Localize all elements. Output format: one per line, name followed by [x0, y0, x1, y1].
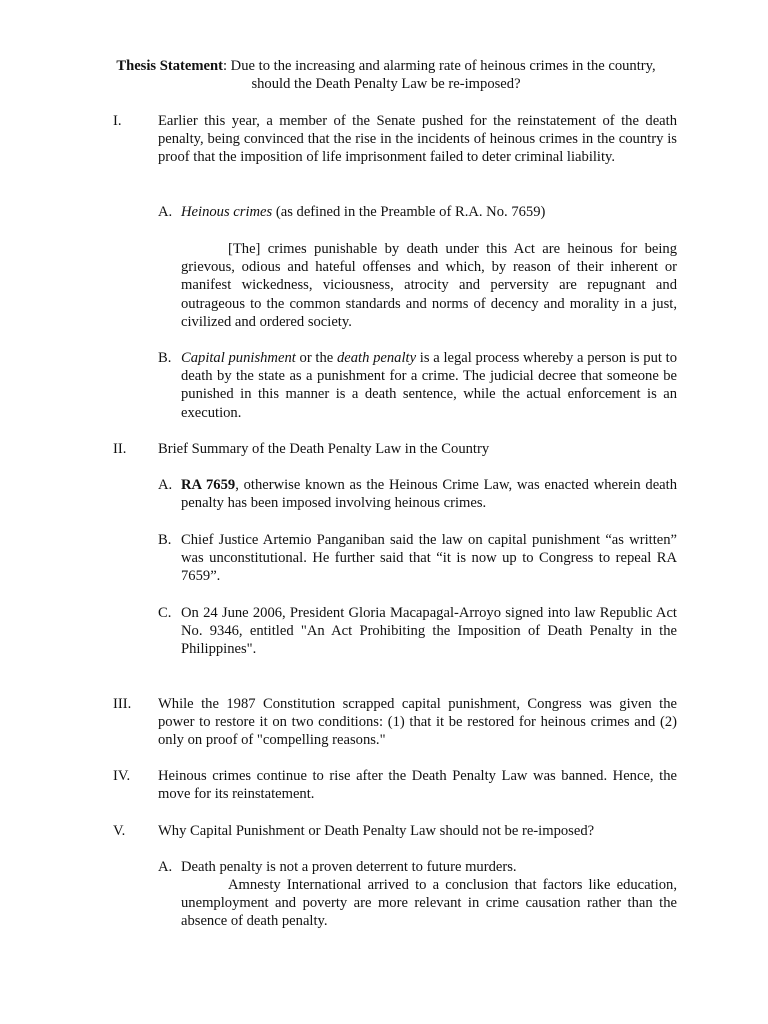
section-2a-text — [181, 476, 677, 512]
death-penalty-term: death penalty — [336, 350, 417, 366]
section-2c-text: On 24 June 2006, President Gloria Macapagal-Arroyo signed into law Republic Act No. 9346, entitled "An Act Prohibiting the Imposition of Death Penalty in the Philippines". — [181, 605, 677, 658]
section-1a-letter: A. — [158, 204, 173, 220]
thesis-statement — [110, 57, 662, 93]
section-3-text: While the 1987 Constitution scrapped capital punishment, Congress was given the power to restore it on two conditions: (1) that it be restored for heinous crimes and (2) only on proof of "compelling reasons." — [158, 696, 677, 749]
section-5-heading: Why Capital Punishment or Death Penalty Law should not be re-imposed? — [158, 823, 595, 839]
thesis-text: : Due to the increasing and alarming rate of heinous crimes in the country, should the Death Penalty Law be re-imposed? — [222, 58, 656, 93]
section-1b-letter: B. — [158, 350, 172, 366]
section-5a-letter: A. — [158, 859, 173, 875]
section-numeral-3: III. — [113, 696, 132, 712]
section-2a-letter: A. — [158, 477, 173, 493]
section-2b-text: Chief Justice Artemio Panganiban said the law on capital punishment “as written” was unconstitutional. He further said that “it is now up to Congress to repeal RA 7659”. — [181, 532, 677, 585]
heinous-crimes-source: (as defined in the Preamble of R.A. No. 7659) — [272, 204, 546, 220]
preamble-quote: [The] crimes punishable by death under this Act are heinous for being grievous, odious and hateful offenses and which, by reason of their inherent or manifest wickedness, viciousness, atrocity and perversity are repugnant and outrageous to the common standards and norms of decency and morality in a just, civilized and ordered society. — [181, 241, 677, 330]
section-2c-letter: C. — [158, 605, 172, 621]
section-5a-text: Death penalty is not a proven deterrent to future murders. — [181, 859, 517, 875]
heinous-crimes-term: Heinous crimes — [181, 204, 273, 220]
section-5a-detail: Amnesty International arrived to a conclusion that factors like education, unemployment and poverty are more relevant in crime causation rather than the absence of death penalty. — [181, 877, 677, 930]
section-2a-body: , otherwise known as the Heinous Crime Law, was enacted wherein death penalty has been imposed involving heinous crimes. — [181, 477, 678, 512]
capital-punishment-term: Capital punishment — [181, 350, 296, 366]
section-numeral-2: II. — [113, 441, 127, 457]
section-2-heading: Brief Summary of the Death Penalty Law in the Country — [158, 441, 490, 457]
section-2b-letter: B. — [158, 532, 172, 548]
section-1-text: Earlier this year, a member of the Senate pushed for the reinstatement of the death penalty, being convinced that the rise in the incidents of heinous crimes in the country is proof that the imposition of life imprisonment failed to deter criminal liability. — [158, 113, 677, 166]
section-numeral-5: V. — [113, 823, 126, 839]
section-1b-connector: or the — [295, 350, 337, 366]
section-1b-definition: is a legal process whereby a person is put to death by the state as a punishment for a crime. The judicial decree that someone be punished in this manner is a death sentence, while the actual enforcement is an execution. — [181, 350, 678, 421]
section-numeral-4: IV. — [113, 768, 131, 784]
section-numeral-1: I. — [113, 113, 122, 129]
ra-7659-label: RA 7659 — [181, 477, 236, 493]
section-1b-text — [181, 349, 677, 422]
section-4-text: Heinous crimes continue to rise after the Death Penalty Law was banned. Hence, the move for its reinstatement. — [158, 768, 677, 803]
section-1a-heading — [181, 203, 677, 221]
thesis-label: Thesis Statement — [116, 58, 223, 74]
